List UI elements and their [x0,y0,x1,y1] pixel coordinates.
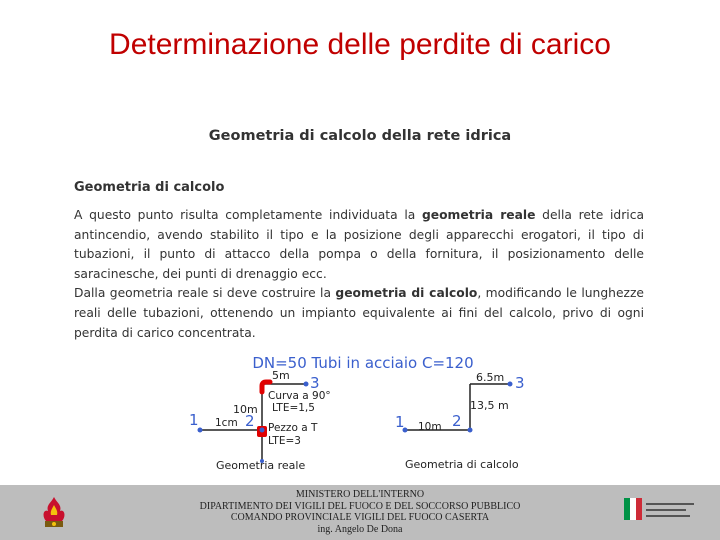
calc-geometry [395,371,525,471]
section-title: Geometria di calcolo [74,180,225,195]
calc-node-1: 1 [395,413,405,431]
footer-line-2: DIPARTIMENTO DEI VIGILI DEL FUOCO E DEL SOCCORSO PUBBLICO [199,500,521,512]
calc-node-2: 2 [452,412,462,430]
real-len-top: 5m [272,369,290,382]
footer-line-3: COMANDO PROVINCIALE VIGILI DEL FUOCO CASERTA [230,512,490,524]
calc-node-3-dot [508,382,513,387]
real-node-3: 3 [310,374,320,392]
real-curve-lte: LTE=1,5 [272,402,315,414]
paragraph-geometria-calcolo [74,284,644,343]
slide-title: Determinazione delle perdite di carico [109,28,611,61]
real-node-3-dot [304,382,309,387]
real-len-1: 1cm [215,417,238,429]
ministry-logo-icon [620,495,700,525]
paragraph2-text-b: , modificando le lunghezze reali delle tubazioni, ottenendo un impianto equivalente ai fini del calcolo, privo di ogni perdita di carico concentrata. [74,286,644,340]
paragraph1-text-b: della rete idrica antincendio, avendo stabilito il tipo e la posizione degli apparecchi erogatori, il tipo di tubazioni, il punto di attacco della pompa o della fornitura, il posizionamento delle saracinesche, dei punti di drenaggio ecc. [74,208,644,281]
paragraph1-text-a: A questo punto risulta completamente individuata la [74,208,422,222]
footer-text [0,489,720,535]
calc-len-10: 10m [418,421,442,433]
diagram-title: DN=50 Tubi in acciaio C=120 [252,354,474,372]
real-curve-label: Curva a 90° [268,390,331,402]
calc-len-135: 13,5 m [470,399,509,412]
paragraph-geometria-reale [74,206,644,284]
footer [0,485,720,540]
real-node-2-dot [260,428,265,433]
real-tee-label: Pezzo a T [268,422,318,434]
footer-line-4: ing. Angelo De Dona [317,523,403,535]
footer-line-1: MINISTERO DELL'INTERNO [295,489,425,500]
real-node-2: 2 [245,412,255,430]
real-tee-lte: LTE=3 [268,435,301,447]
calc-node-3: 3 [515,374,525,392]
real-node-1: 1 [189,411,199,429]
paragraph1-bold: geometria reale [421,208,536,222]
text-block [74,180,644,343]
real-geometry [189,369,331,472]
real-len-10: 10m [233,403,258,416]
paragraph2-text-a: Dalla geometria reale si deve costruire la [74,286,336,301]
real-caption: Geometria reale [216,459,306,472]
pipe-network-diagram [0,350,720,480]
paragraph2-bold: geometria di calcolo [335,286,478,301]
calc-caption: Geometria di calcolo [405,458,519,471]
calc-node-2-dot [468,428,473,433]
calc-len-65: 6.5m [476,371,505,384]
figure-heading: Geometria di calcolo della rete idrica [208,128,512,144]
